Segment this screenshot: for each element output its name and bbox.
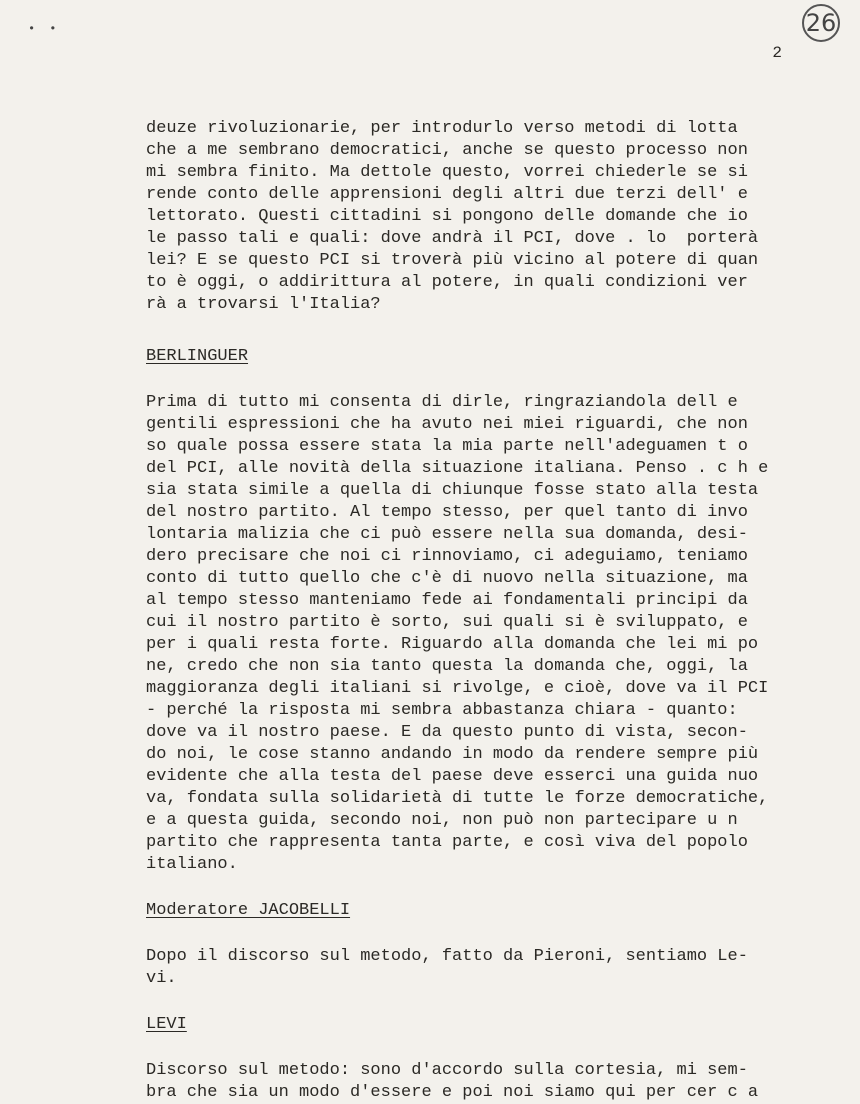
section-intro: [146, 118, 786, 316]
punch-marks: ••: [28, 22, 71, 36]
text-line: do noi, le cose stanno andando in modo da rendere sempre più: [146, 745, 759, 764]
text-line: Discorso sul metodo: sono d'accordo sulla cortesia, mi sem-: [146, 1061, 748, 1080]
text-line: to è oggi, o addirittura al potere, in quali condizioni ver: [146, 273, 748, 292]
text-line: lontaria malizia che ci può essere nella sua domanda, desi-: [146, 525, 748, 544]
text-line: rà a trovarsi l'Italia?: [146, 295, 381, 314]
text-line: conto di tutto quello che c'è di nuovo nella situazione, ma: [146, 569, 748, 588]
text-line: evidente che alla testa del paese deve esserci una guida nuo: [146, 767, 759, 786]
text-line: va, fondata sulla solidarietà di tutte le forze democratiche,: [146, 789, 769, 808]
text-line: del PCI, alle novità della situazione italiana. Penso . c h e: [146, 459, 769, 478]
text-line: dero precisare che noi ci rinnoviamo, ci adeguiamo, teniamo: [146, 547, 748, 566]
text-line: partito che rappresenta tanta parte, e così viva del popolo: [146, 833, 748, 852]
section-berlinguer: [146, 392, 786, 876]
text-line: - perché la risposta mi sembra abbastanza chiara - quanto:: [146, 701, 738, 720]
text-line: mi sembra finito. Ma dettole questo, vorrei chiederle se si: [146, 163, 748, 182]
text-line: gentili espressioni che ha avuto nei miei riguardi, che non: [146, 415, 748, 434]
speaker-berlinguer: BERLINGUER: [146, 347, 249, 366]
text-line: bra che sia un modo d'essere e poi noi siamo qui per cer c a: [146, 1083, 759, 1102]
speaker-jacobelli: Moderatore JACOBELLI: [146, 901, 351, 920]
text-line: deuze rivoluzionarie, per introdurlo verso metodi di lotta: [146, 119, 738, 138]
text-line: rende conto delle apprensioni degli altri due terzi dell' e: [146, 185, 748, 204]
text-line: Prima di tutto mi consenta di dirle, ringraziandola dell e: [146, 393, 738, 412]
text-line: maggioranza degli italiani si rivolge, e cioè, dove va il PCI: [146, 679, 769, 698]
section-jacobelli: [146, 946, 786, 990]
text-line: ne, credo che non sia tanto questa la domanda che, oggi, la: [146, 657, 748, 676]
section-levi: [146, 1060, 786, 1104]
text-line: e a questa guida, secondo noi, non può non partecipare u n: [146, 811, 738, 830]
page-number: 2: [772, 44, 782, 62]
transcript-body: [146, 118, 786, 1104]
speaker-levi: LEVI: [146, 1015, 187, 1034]
text-line: lettorato. Questi cittadini si pongono delle domande che io: [146, 207, 748, 226]
text-line: vi.: [146, 969, 177, 988]
text-line: che a me sembrano democratici, anche se questo processo non: [146, 141, 748, 160]
text-line: italiano.: [146, 855, 238, 874]
archive-number: 26: [802, 4, 840, 42]
text-line: lei? E se questo PCI si troverà più vicino al potere di quan: [146, 251, 759, 270]
text-line: del nostro partito. Al tempo stesso, per quel tanto di invo: [146, 503, 748, 522]
text-line: al tempo stesso manteniamo fede ai fondamentali principi da: [146, 591, 748, 610]
text-line: dove va il nostro paese. E da questo punto di vista, secon-: [146, 723, 748, 742]
text-line: sia stata simile a quella di chiunque fosse stato alla testa: [146, 481, 759, 500]
text-line: cui il nostro partito è sorto, sui quali si è sviluppato, e: [146, 613, 748, 632]
text-line: so quale possa essere stata la mia parte nell'adeguamen t o: [146, 437, 748, 456]
text-line: Dopo il discorso sul metodo, fatto da Pieroni, sentiamo Le-: [146, 947, 748, 966]
text-line: le passo tali e quali: dove andrà il PCI, dove . lo porterà: [146, 229, 759, 248]
text-line: per i quali resta forte. Riguardo alla domanda che lei mi po: [146, 635, 759, 654]
